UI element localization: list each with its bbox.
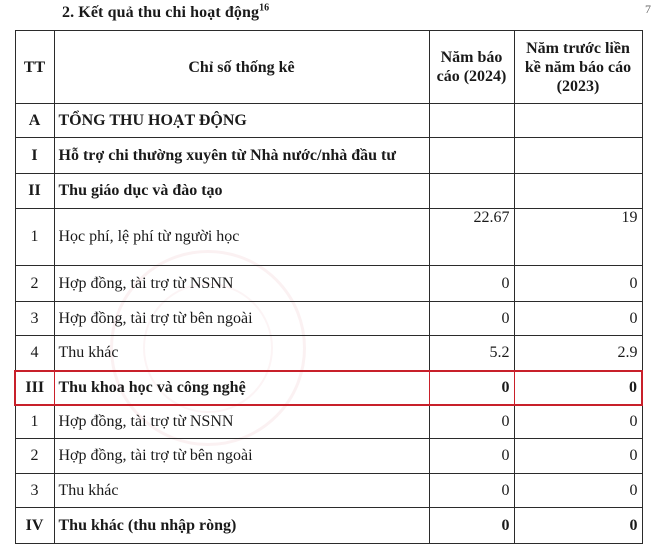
row-label: Hợp đồng, tài trợ từ NSNN: [54, 405, 429, 439]
row-current: 0: [429, 266, 514, 302]
row-current: [429, 138, 514, 174]
highlighted-row: [15, 371, 642, 405]
header-indicator: Chỉ số thống kê: [54, 31, 429, 104]
row-previous: 0: [514, 405, 642, 439]
row-tt: 4: [15, 336, 54, 371]
row-label: Thu khác (thu nhập ròng): [54, 508, 429, 544]
row-current: 0: [429, 371, 514, 405]
row-tt: 1: [15, 405, 54, 439]
row-previous: 19: [514, 209, 642, 266]
row-label: Hợp đồng, tài trợ từ bên ngoài: [54, 302, 429, 336]
row-tt: II: [15, 174, 54, 209]
row-label: Học phí, lệ phí từ người học: [54, 209, 429, 266]
row-current: [429, 104, 514, 138]
table-row: [15, 209, 642, 266]
financial-results-table: [14, 30, 643, 544]
table-header-row: [15, 31, 642, 104]
section-title: 2. Kết quả thu chi hoạt động: [62, 4, 260, 21]
row-tt: 2: [15, 439, 54, 474]
row-tt: 3: [15, 474, 54, 508]
row-previous: 0: [514, 371, 642, 405]
table-row: [15, 302, 642, 336]
row-previous: 0: [514, 439, 642, 474]
header-previous-year: Năm trước liền kề năm báo cáo (2023): [514, 31, 642, 104]
row-tt: 2: [15, 266, 54, 302]
table-row: [15, 266, 642, 302]
table-row: [15, 104, 642, 138]
footnote-marker: 16: [259, 2, 270, 14]
row-label: Thu khác: [54, 336, 429, 371]
row-previous: 0: [514, 266, 642, 302]
row-current: 0: [429, 405, 514, 439]
row-previous: [514, 138, 642, 174]
row-label: TỔNG THU HOẠT ĐỘNG: [54, 104, 429, 138]
row-previous: [514, 174, 642, 209]
table-row: [15, 439, 642, 474]
corner-mark: 7: [645, 2, 651, 16]
table-row: [15, 138, 642, 174]
row-current: [429, 174, 514, 209]
row-label: Hợp đồng, tài trợ từ NSNN: [54, 266, 429, 302]
row-previous: 0: [514, 474, 642, 508]
header-tt: TT: [15, 31, 54, 104]
row-tt: III: [15, 371, 54, 405]
row-previous: 0: [514, 508, 642, 544]
row-previous: 2.9: [514, 336, 642, 371]
row-tt: 3: [15, 302, 54, 336]
header-current-year: Năm báo cáo (2024): [429, 31, 514, 104]
row-current: 0: [429, 439, 514, 474]
row-current: 5.2: [429, 336, 514, 371]
row-label: Hỗ trợ chi thường xuyên từ Nhà nước/nhà đầu tư: [54, 138, 429, 174]
row-current: 0: [429, 302, 514, 336]
row-current: 22.67: [429, 209, 514, 266]
row-label: Thu khoa học và công nghệ: [54, 371, 429, 405]
section-heading: [62, 4, 269, 22]
table-row: [15, 336, 642, 371]
row-label: Thu giáo dục và đào tạo: [54, 174, 429, 209]
row-label: Thu khác: [54, 474, 429, 508]
table-row: [15, 508, 642, 544]
row-label: Hợp đồng, tài trợ từ bên ngoài: [54, 439, 429, 474]
table-row: [15, 174, 642, 209]
row-current: 0: [429, 474, 514, 508]
row-tt: IV: [15, 508, 54, 544]
row-tt: A: [15, 104, 54, 138]
row-current: 0: [429, 508, 514, 544]
row-previous: [514, 104, 642, 138]
table-row: [15, 405, 642, 439]
row-previous: 0: [514, 302, 642, 336]
row-tt: I: [15, 138, 54, 174]
row-tt: 1: [15, 209, 54, 266]
table-row: [15, 474, 642, 508]
